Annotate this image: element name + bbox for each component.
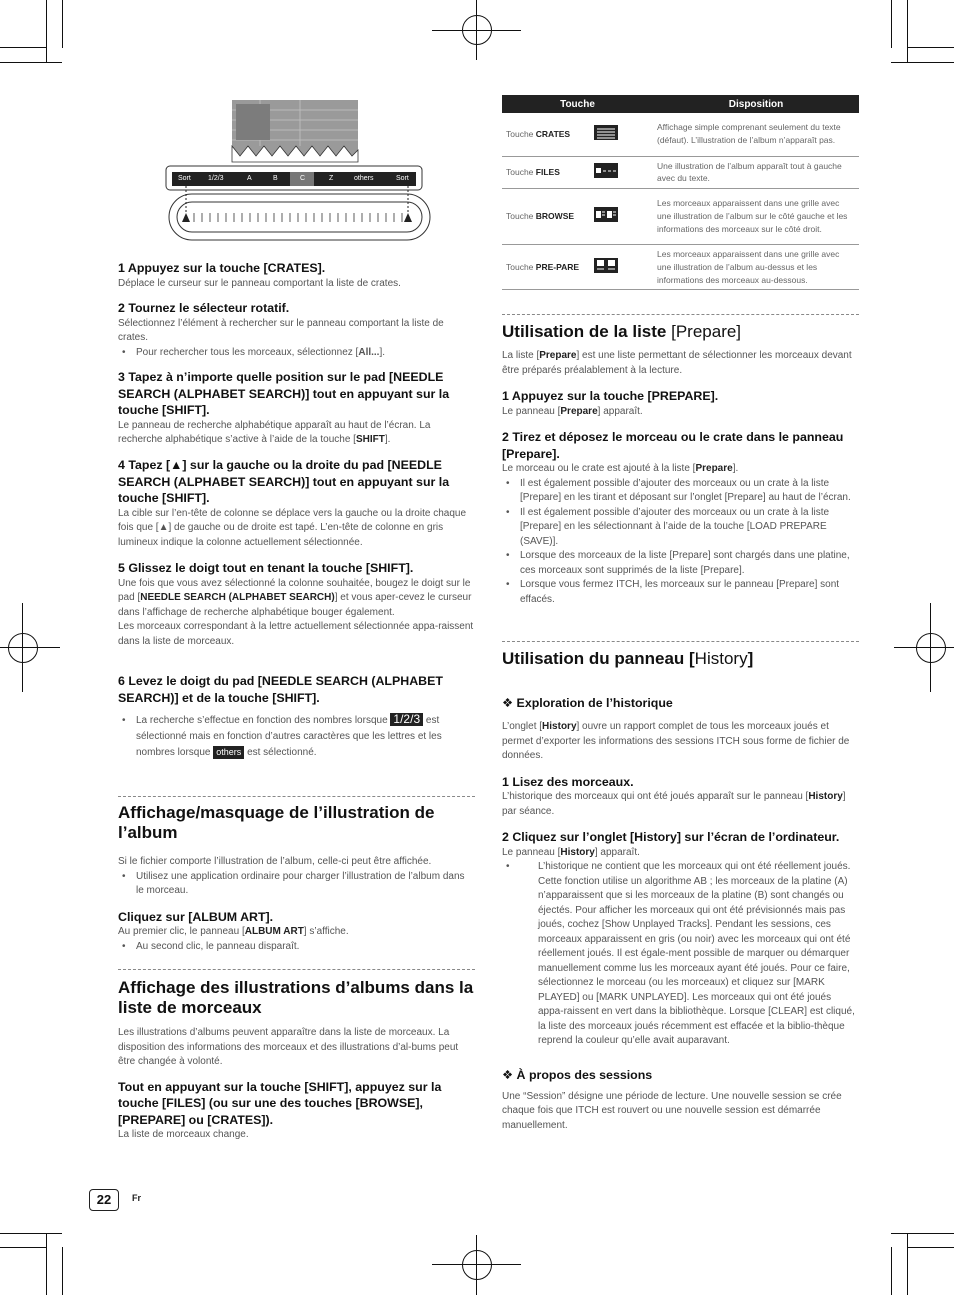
step-2-bullet [118,346,475,361]
step-5-text [118,577,475,621]
crop-mark [46,0,47,62]
step-6-bullet [118,713,475,761]
album-art-subheading: Cliquez sur [ALBUM ART]. [118,909,274,924]
prepare-heading [502,322,859,342]
text: Le panneau [ [502,405,561,417]
text: L’historique des morceaux qui ont été joués apparaît sur le panneau [ [502,791,809,802]
crop-mark [907,0,908,62]
heading-normal: [Prepare] [671,322,742,341]
letter-c-label: C [300,175,306,182]
prepare-text [502,349,859,378]
text: La liste [ [502,350,540,361]
sort-right-label: Sort [396,175,409,182]
bullet-text: est sélectionné mais en fonction d’autres caractères que les lettres et les nombres lorsque [136,715,442,758]
track-list-art-heading: Affichage des illustrations d’albums dans la liste de morceaux [118,978,474,1017]
registration-circle [8,633,38,663]
key-name: BROWSE [535,211,575,222]
others-tag: others [213,746,244,759]
table-icon-cell [590,245,653,290]
table-icon-cell [590,156,653,189]
bold-text: Prepare [539,350,577,361]
step-4-title: 4 Tapez [▲] sur la gauche ou la droite du pad [NEEDLE SEARCH (ALPHABET SEARCH)] tout en appuyant sur la touche [SHIFT]. [118,458,450,505]
prepare-step-2-title: 2 Tirez et déposez le morceau ou le crate dans le panneau [Prepare]. [502,430,844,461]
bold-text: SHIFT [355,434,385,445]
bullet-text: La recherche s’effectue en fonction des nombres lorsque [136,715,388,726]
bullet-text: ]. [379,346,386,358]
table-key-cell [502,156,590,189]
text: Touche [506,166,536,177]
prepare-section [502,322,859,607]
album-art-subbullet: • Au second clic, le panneau disparaît. [118,940,475,955]
track-list-art-section [118,978,475,1143]
numbers-label: 1/2/3 [208,175,224,182]
bold-text: History [808,791,843,802]
crop-mark [891,1233,954,1234]
table-desc-cell: Les morceaux apparaissent dans une grille avec une illustration de l’album sur le côté gauche et les informations des morceaux sur le côté droit. [653,189,859,245]
crop-mark [891,1247,892,1295]
album-row-layout-icon [594,163,618,178]
registration-circle [916,633,946,663]
step-1-title: 1 Appuyez sur la touche [CRATES]. [118,261,326,275]
table-key-cell [502,113,590,156]
album-art-heading: Affichage/masquage de l’illustration de l’album [118,803,435,842]
text: Touche [506,261,536,272]
alphabet-search-bar [172,172,416,186]
prepare-bullet: • Il est également possible d’ajouter des morceaux ou un crate à la liste [Prepare] en les sélectionnant à l’aide de la touche [LOAD PREPARE (SAVE)]. [502,506,859,550]
step-1 [118,260,475,291]
step-3-title: 3 Tapez à n’importe quelle position sur le pad [NEEDLE SEARCH (ALPHABET SEARCH)] tout en appuyant sur la touche [SHIFT]. [118,370,450,417]
table-desc-cell: Affichage simple comprenant seulement du texte (défaut). L’illustration de l’album n’apparaît pas. [653,113,859,156]
grid-text-layout-icon [594,207,618,222]
track-list-art-subheading: Tout en appuyant sur la touche [SHIFT], appuyez sur la touche [FILES] (ou sur une des touches [BROWSE], [PREPARE] ou [CRATES]). [118,1079,442,1127]
bold-text: NEEDLE SEARCH (ALPHABET SEARCH) [140,592,335,603]
section-divider [118,796,475,797]
step-6-title: 6 Levez le doigt du pad [NEEDLE SEARCH (ALPHABET SEARCH)] et de la touche [SHIFT]. [118,674,443,705]
table-row [502,245,859,290]
prepare-step-2-text [502,462,859,477]
history-section [502,649,859,1133]
list-layout-icon [594,125,618,140]
table-desc-cell: Les morceaux apparaissent dans une grille avec une illustration de l’album au-dessus et les informations des morceaux au-dessous. [653,245,859,290]
prepare-step-1-title: 1 Appuyez sur la touche [PREPARE]. [502,389,719,403]
history-step-1-title: 1 Lisez des morceaux. [502,774,634,789]
step-3 [118,369,475,448]
history-explore-subheading: ❖ Exploration de l’historique [502,696,673,710]
heading-bold: Utilisation du panneau [ [502,649,695,668]
text: ] est une liste permettant de sélectionner les morceaux devant être préparés préalablement à la lecture. [502,350,852,376]
text: Touche [506,211,536,222]
bullet-bold: All... [358,346,380,358]
heading-bold: ] [747,649,754,668]
text: Une fois que vous avez sélectionné la colonne souhaitée, bougez le doigt sur le pad [ [118,577,471,603]
table-icon-cell [590,113,653,156]
key-name: CRATES [535,128,571,139]
crop-mark [0,1233,62,1234]
crop-mark [907,1247,954,1248]
track-list-art-text: Les illustrations d’albums peuvent apparaître dans la liste de morceaux. La disposition des informations des morceaux et des illustrations d’al-bums peut être changée à volonté. [118,1027,459,1067]
text: ] et vous aper-cevez le curseur dans l’affichage de recherche alphabétique bouger également. [118,592,472,618]
heading-bold: Utilisation de la liste [502,322,672,341]
letter-z-label: Z [329,175,334,182]
heading-normal: History [694,649,748,668]
bullet-text: Pour rechercher tous les morceaux, sélectionnez [ [136,346,359,358]
step-5-title: 5 Glissez le doigt tout en tenant la touche [SHIFT]. [118,561,414,575]
text: L’onglet [ [502,721,543,732]
crop-mark [891,62,954,63]
layout-table [502,95,859,290]
grid-album-layout-icon [594,258,618,273]
letter-b-label: B [273,175,278,182]
bold-text: Prepare [560,405,598,417]
bold-text: Prepare [695,463,733,474]
table-row [502,156,859,189]
numbers-tag: 1/2/3 [390,713,423,726]
bold-text: History [542,721,577,732]
text: ] apparaît. [594,846,640,858]
step-1-text: Déplace le curseur sur le panneau comportant la liste de crates. [118,277,401,289]
sessions-text: Une “Session” désigne une période de lecture. Une nouvelle session se crée chaque fois que ITCH est rouvert ou une nouvelle session est démarrée manuellement. [502,1090,842,1131]
album-art-bullet: • Utilisez une application ordinaire pour charger l’illustration de l’album dans le morceau. [118,870,475,899]
section-divider [502,314,859,315]
step-2-title: 2 Tournez le sélecteur rotatif. [118,301,290,315]
prepare-bullet: • Il est également possible d’ajouter des morceaux ou un crate à la liste [Prepare] en les tirant et déposant sur l’onglet [Prepare] au haut de l’écran. [502,477,859,506]
history-step-2-title: 2 Cliquez sur l’onglet [History] sur l’écran de l’ordinateur. [502,830,840,844]
step-5 [118,560,475,649]
step-2-text: Sélectionnez l’élément à rechercher sur le panneau comportant la liste de crates. [118,317,444,343]
sessions-subheading: ❖ À propos des sessions [502,1067,653,1082]
history-heading [502,649,859,669]
registration-circle [462,15,492,45]
history-step-1-text [502,790,859,819]
text: Le morceau ou le crate est ajouté à la liste [ [502,463,696,474]
crop-mark [62,1247,63,1295]
step-6 [118,673,475,761]
crop-mark [907,47,954,48]
language-code: Fr [132,1193,141,1203]
letter-a-label: A [247,175,252,182]
text: Le panneau [ [502,846,561,858]
table-row [502,189,859,245]
text: ] ouvre un rapport complet de tous les morceaux joués et permet d’exporter les informations des sessions ITCH sous forme de fichier de données. [502,721,850,761]
text: ]. [384,434,391,445]
needle-search-illustration [160,96,435,244]
table-key-cell [502,245,590,290]
registration-circle [462,1250,492,1280]
key-name: FILES [535,166,560,177]
table-key-cell [502,189,590,245]
crop-mark [907,1233,908,1295]
bullet-text: est sélectionné. [247,747,317,758]
text: Touche [506,128,536,139]
section-divider [502,641,859,642]
bold-text: ALBUM ART [244,926,304,937]
page-number: 22 [89,1189,119,1211]
album-art-section [118,803,475,954]
crop-mark [46,1233,47,1295]
step-3-text [118,419,475,448]
text: ] s’affiche. [303,926,349,937]
bold-text: History [560,846,595,858]
table-icon-cell [590,189,653,245]
album-art-text: Si le fichier comporte l’illustration de l’album, celle-ci peut être affichée. [118,856,432,867]
text: Au premier clic, le panneau [ [118,926,245,937]
text: ] par séance. [502,791,846,817]
track-list-art-subtext: La liste de morceaux change. [118,1129,249,1140]
table-row [502,113,859,156]
key-name: PRE-PARE [535,261,580,272]
step-2 [118,300,475,360]
table-header-layout: Disposition [653,95,859,113]
others-label: others [354,175,374,182]
prepare-step-1-text [502,405,859,420]
step-5-text-2: Les morceaux correspondant à la lettre actuellement sélectionnée appa-raissent dans la liste de morceaux. [118,621,474,647]
sort-left-label: Sort [178,175,191,182]
prepare-bullet: • Lorsque vous fermez ITCH, les morceaux sur le panneau [Prepare] sont effacés. [502,578,859,607]
album-art-subtext [118,925,475,940]
prepare-bullet: • Lorsque des morceaux de la liste [Prepare] sont chargés dans une platine, ces morceaux sont supprimés de la liste [Prepare]. [502,549,859,578]
text: Le panneau de recherche alphabétique apparaît au haut de l’écran. La recherche alphabétique s’active à l’aide de la touche [ [118,419,431,445]
table-desc-cell: Une illustration de l’album apparaît tout à gauche avec du texte. [653,156,859,189]
text: ] apparaît. [597,405,643,417]
history-step-2-text [502,846,859,861]
history-bullet: • L’historique ne contient que les morceaux qui ont été réellement joués. Cette fonction utilise un algorithme AB ; les morceaux de la platine (A) n’apparaissent que si les morceaux de la platine (B) sont changés ou éjectés. Pour afficher les morceaux qui ont été prévisionnés mais pas joués, cochez [Show Unplayed Tracks]. Pendant les sessions, ces morceaux apparaissent en gris (ou noir) avec les morceaux qui ont été réellement joués. Il est égale-ment possible de marquer ou démarquer manuellement comme lus les morceaux ayant été joués. Pour ce faire, sélectionnez le morceau (ou les morceaux) et cliquez sur [MARK PLAYED] ou [MARK UNPLAYED]. Les morceaux qui ont été joués appa-raissent en vert dans la bibliothèque. Lorsque [CLEAR] est cliqué, la liste des morceaux joués récemment est effacée et la biblio-thèque reprend la couleur qu’elle avait auparavant. [502,860,859,1049]
text: ]. [732,463,739,474]
step-4-text: La cible sur l’en-tête de colonne se déplace vers la gauche ou la droite chaque fois que [▲] de gauche ou de droite est tapé. L’en-tête de colonne en gris lumineux indique la colonne actuellement sélectionnée. [118,507,467,548]
history-text [502,720,859,764]
crop-mark [62,0,63,48]
section-divider [118,969,475,970]
crop-mark [0,1247,47,1248]
crop-mark [891,0,892,48]
table-header-key: Touche [502,95,653,113]
crop-mark [0,62,62,63]
step-4 [118,457,475,550]
crop-mark [0,47,47,48]
